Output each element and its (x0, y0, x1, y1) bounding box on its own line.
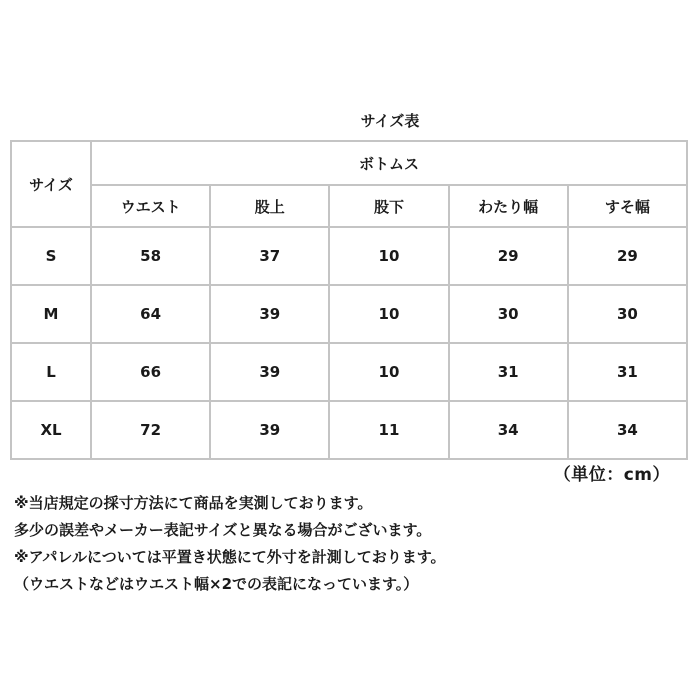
table-row (11, 227, 687, 285)
column-header-inseam: 股下 (329, 185, 448, 227)
table-cell: 39 (210, 401, 329, 459)
table-cell: 39 (210, 285, 329, 343)
column-header-thigh: わたり幅 (449, 185, 568, 227)
table-cell: 30 (568, 285, 687, 343)
table-row (11, 343, 687, 401)
column-header-rise: 股上 (210, 185, 329, 227)
chart-title: サイズ表 (360, 112, 420, 130)
size-label: XL (11, 401, 91, 459)
table-cell: 66 (91, 343, 210, 401)
size-label: L (11, 343, 91, 401)
column-header-waist: ウエスト (91, 185, 210, 227)
unit-note: （単位：cm） (553, 465, 670, 485)
table-cell: 34 (568, 401, 687, 459)
table-cell: 58 (91, 227, 210, 285)
note-line: ※当店規定の採寸方法にて商品を実測しております。 (14, 494, 373, 512)
table-cell: 39 (210, 343, 329, 401)
table-cell: 29 (568, 227, 687, 285)
table-cell: 31 (449, 343, 568, 401)
table-cell: 10 (329, 227, 448, 285)
table-cell: 72 (91, 401, 210, 459)
table-cell: 37 (210, 227, 329, 285)
table-cell: 10 (329, 343, 448, 401)
table-header-row (11, 141, 687, 185)
column-header-hem: すそ幅 (568, 185, 687, 227)
note-line: 多少の誤差やメーカー表記サイズと異なる場合がございます。 (14, 521, 432, 539)
table-subheader-row (11, 185, 687, 227)
size-column-header: サイズ (11, 141, 91, 227)
table-cell: 30 (449, 285, 568, 343)
table-cell: 64 (91, 285, 210, 343)
note-line: （ウエストなどはウエスト幅×2での表記になっています。） (14, 575, 419, 593)
table-row (11, 285, 687, 343)
group-header: ボトムス (91, 141, 687, 185)
notes (14, 490, 694, 598)
size-label: M (11, 285, 91, 343)
table-cell: 34 (449, 401, 568, 459)
size-label: S (11, 227, 91, 285)
size-table (10, 140, 688, 460)
table-cell: 11 (329, 401, 448, 459)
table-cell: 10 (329, 285, 448, 343)
table-cell: 29 (449, 227, 568, 285)
table-cell: 31 (568, 343, 687, 401)
table-row (11, 401, 687, 459)
note-line: ※アパレルについては平置き状態にて外寸を計測しております。 (14, 548, 446, 566)
